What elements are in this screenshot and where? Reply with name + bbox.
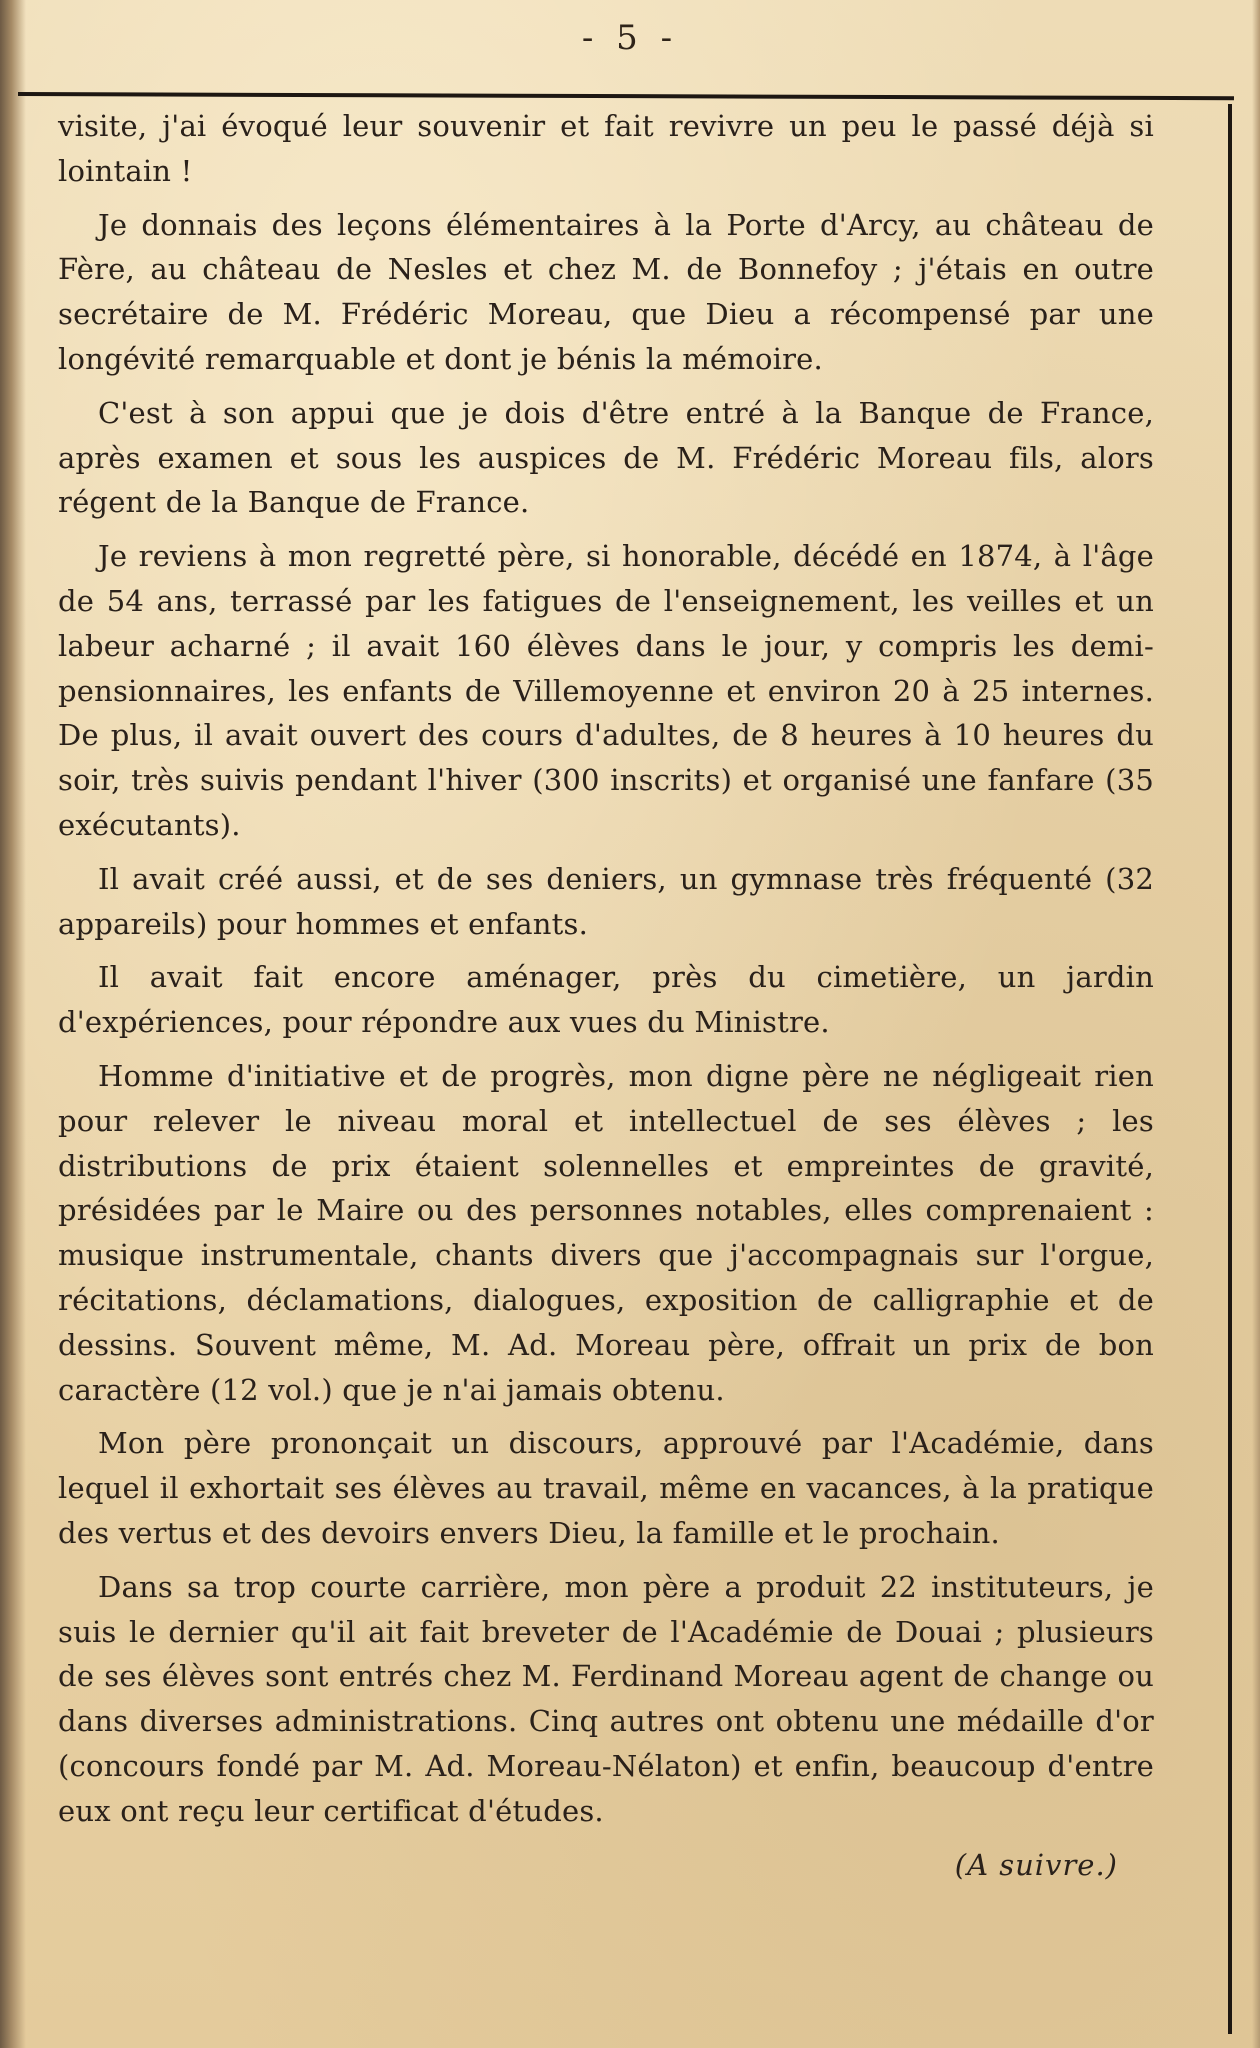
page-number: - 5 - bbox=[581, 18, 679, 58]
paragraph-3: C'est à son appui que je dois d'être entré à la Banque de France, après examen et sous les auspices de M. Frédéric Moreau fils, alors régent de la Banque de France. bbox=[58, 395, 1154, 520]
paragraph-9: Dans sa trop courte carrière, mon père a produit 22 instituteurs, je suis le dernier qu'il ait fait breveter de l'Académie de Douai ; plusieurs de ses élèves sont entrés chez M. Ferdinand Moreau agent de change ou dans diverses administrations. Cinq autres ont obtenu une médaille d'or (concours fondé par M. Ad. Moreau-Nélaton) et enfin, beaucoup d'entre eux ont reçu leur certificat d'études. bbox=[58, 1569, 1154, 1828]
paragraph-1: visite, j'ai évoqué leur souvenir et fait revivre un peu le passé déjà si lointain ! bbox=[58, 109, 1154, 188]
frame-top-rule bbox=[18, 92, 1234, 100]
paragraph-2: Je donnais des leçons élémentaires à la Porte d'Arcy, au château de Fère, au château de Nesles et chez M. de Bonnefoy ; j'étais en outre secrétaire de M. Frédéric Moreau, que Dieu a récompensé par une longévité remarquable et dont je bénis la mémoire. bbox=[58, 207, 1154, 376]
to-be-continued-note: (A suivre.) bbox=[954, 1848, 1118, 1883]
article-body bbox=[58, 104, 1154, 1888]
paragraph-5: Il avait créé aussi, et de ses deniers, un gymnase très fréquenté (32 appareils) pour hommes et enfants. bbox=[58, 861, 1154, 941]
paragraph-7: Homme d'initiative et de progrès, mon digne père ne négligeait rien pour relever le niveau moral et intellectuel de ses élèves ; les distributions de prix étaient solennelles et empreintes de gravité, présidées par le Maire ou des personnes notables, elles comprenaient : musique instrumentale, chants divers que j'accompagnais sur l'orgue, récitations, déclamations, dialogues, exposition de calligraphie et de dessins. Souvent même, M. Ad. Moreau père, offrait un prix de bon caractère (12 vol.) que je n'ai jamais obtenu. bbox=[58, 1058, 1154, 1407]
paragraph-8: Mon père prononçait un discours, approuvé par l'Académie, dans lequel il exhortait ses élèves au travail, même en vacances, à la pratique des vertus et des devoirs envers Dieu, la famille et le prochain. bbox=[58, 1426, 1154, 1550]
paragraph-6: Il avait fait encore aménager, près du cimetière, un jardin d'expériences, pour répondre aux vues du Ministre. bbox=[58, 960, 1154, 1040]
frame-right-rule bbox=[1228, 104, 1232, 2034]
page-edge-shadow bbox=[1252, 0, 1260, 2048]
paragraph-4: Je reviens à mon regretté père, si honorable, décédé en 1874, à l'âge de 54 ans, terrassé par les fatigues de l'enseignement, les veilles et un labeur acharné ; il avait 160 élèves dans le jour, y compris les demi-pensionnaires, les enfants de Villemoyenne et environ 20 à 25 internes. De plus, il avait ouvert des cours d'adultes, de 8 heures à 10 heures du soir, très suivis pendant l'hiver (300 inscrits) et organisé une fanfare (35 exécutants). bbox=[58, 539, 1154, 842]
page-binding-shadow bbox=[0, 0, 26, 2048]
